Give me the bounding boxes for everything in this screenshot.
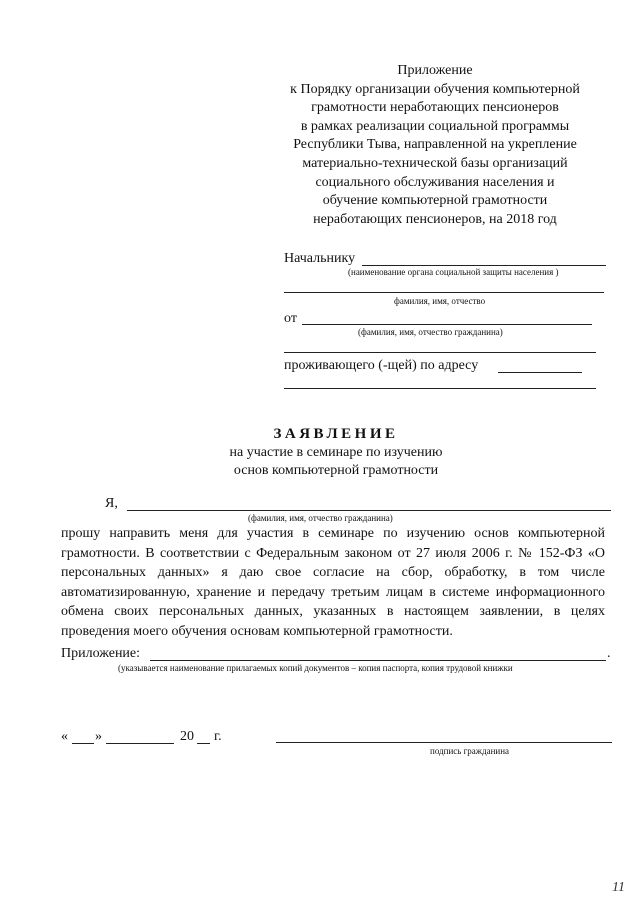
attachment-caption: (указывается наименование прилагаемых копий документов – копия паспорта, копия трудовой книжки — [118, 663, 513, 673]
appendix-line: неработающих пенсионеров, на 2018 год — [313, 211, 557, 227]
appendix-line: материально-технической базы организаций — [302, 155, 568, 171]
statement-subtitle: основ компьютерной грамотности — [233, 463, 439, 478]
applicant-label: Я, — [105, 496, 118, 511]
date-year-prefix: 20 — [180, 729, 194, 744]
attachment-end-mark: . — [607, 646, 611, 661]
appendix-block — [280, 62, 590, 229]
addressee-to-label: Начальнику — [284, 251, 356, 266]
applicant-caption: (фамилия, имя, отчество гражданина) — [248, 513, 393, 523]
statement-subtitle: на участие в семинаре по изучению — [229, 445, 443, 460]
page-mark: 11 — [612, 880, 625, 895]
address-field[interactable] — [498, 372, 582, 373]
from-caption: (фамилия, имя, отчество гражданина) — [358, 327, 503, 337]
signature-caption: подпись гражданина — [430, 746, 510, 756]
addressee-to-caption: (наименование органа социальной защиты населения ) — [348, 267, 559, 277]
attachment-label: Приложение: — [61, 646, 141, 661]
addressee-name-caption: фамилия, имя, отчество — [394, 296, 486, 306]
appendix-line: к Порядку организации обучения компьютерной — [290, 81, 580, 97]
address-label: проживающего (-щей) по адресу — [284, 358, 479, 373]
addressee-to-field[interactable] — [362, 265, 606, 266]
appendix-line: социального обслуживания населения и — [315, 174, 555, 190]
date-open-quote: « — [61, 729, 68, 744]
appendix-line: грамотности неработающих пенсионеров — [311, 100, 559, 116]
from-name-field[interactable] — [302, 324, 592, 325]
appendix-line: в рамках реализации социальной программы — [300, 118, 570, 134]
date-year-field[interactable] — [197, 743, 210, 744]
signature-field[interactable] — [276, 742, 612, 743]
date-close-quote: » — [95, 729, 102, 744]
statement-title: ЗАЯВЛЕНИЕ — [273, 426, 399, 442]
date-year-suffix: г. — [214, 729, 222, 744]
appendix-line: обучение компьютерной грамотности — [322, 193, 548, 209]
date-day-field[interactable] — [72, 743, 94, 744]
attachment-field[interactable] — [150, 660, 606, 661]
statement-body: прошу направить меня для участия в семинаре по изучению основ компьютерной грамотности. В соответствии с Федеральным законом от 27 июля 2006 г. № 152-ФЗ «О персональных данных» я даю свое согласие на сбор, обработку, в том числе автоматизированную, хранение и передачу третьим лицам в системе информационного обмена своих персональных данных, указанных в настоящем заявлении, в целях проведения моего обучения основам компьютерной грамотности. — [61, 526, 605, 639]
addressee-name-field[interactable] — [284, 292, 604, 293]
appendix-line: Республики Тыва, направленной на укрепление — [293, 137, 577, 153]
from-label: от — [284, 311, 297, 326]
address-extra-field[interactable] — [284, 388, 596, 389]
date-month-field[interactable] — [106, 743, 174, 744]
applicant-name-field[interactable] — [127, 510, 611, 511]
from-extra-field[interactable] — [284, 352, 596, 353]
appendix-line: Приложение — [397, 63, 473, 78]
